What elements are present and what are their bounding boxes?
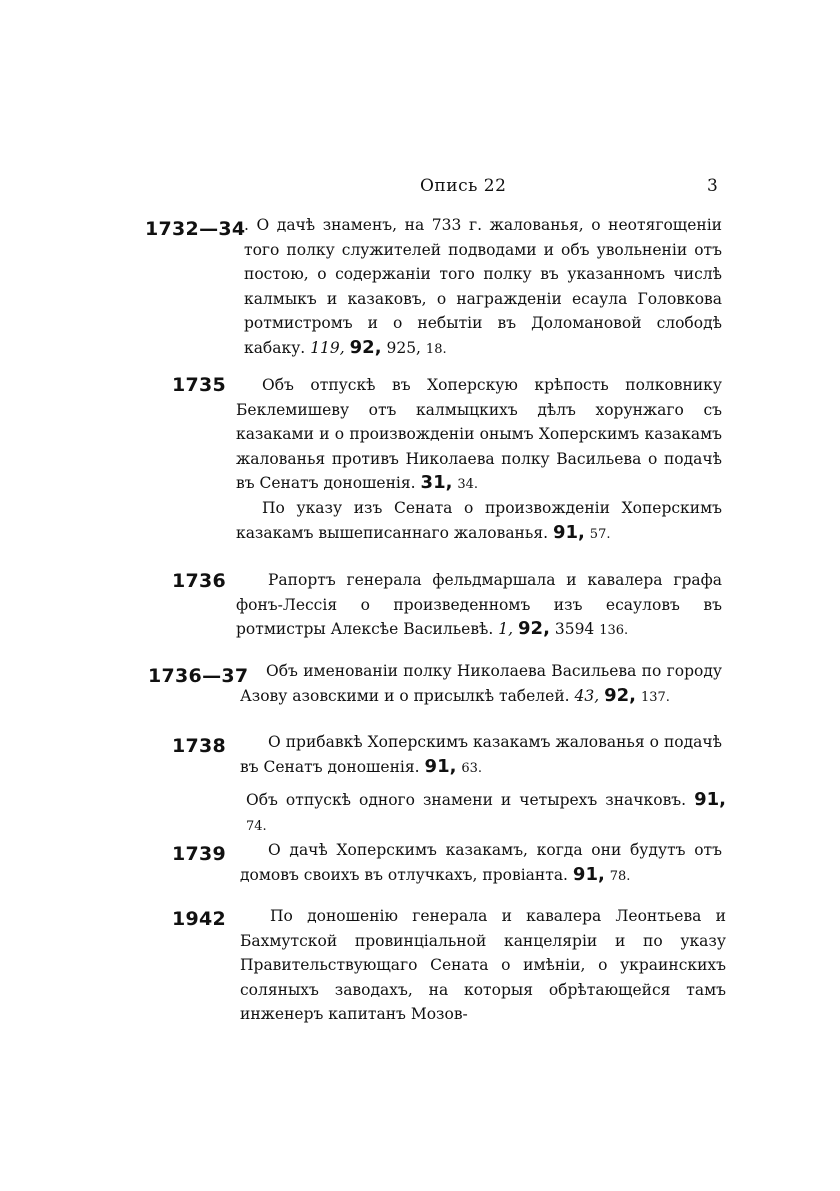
entry-text: Объ отпускѣ въ Хоперскую крѣпость полковнику Беклемишеву отъ калмыцкихъ дѣлъ хорунжаго съ казаками и о произвожденіи онымъ Хоперскимъ казакамъ жалованья противъ Николаева полку Васильева о подачѣ въ Сенатъ доношенія.	[236, 376, 722, 492]
entry-paragraph	[246, 788, 726, 839]
entry-text: Рапортъ генерала фельдмаршала и кавалера графа фонъ-Лессія о произведенномъ изъ есауловъ въ ротмистры Алексѣе Васильевѣ.	[236, 571, 722, 638]
reference-small: 136.	[599, 623, 629, 638]
page-number: 3	[707, 176, 718, 196]
entry-text: . О дачѣ знаменъ, на 733 г. жалованья, о неотягощеніи того полку служителей подводами и объ увольненіи отъ постою, о содержаніи того полку въ указанномъ числѣ калмыкъ и казаковъ, о награжденіи есаула Головкова ротмистромъ и о небытіи въ Доломановой слободѣ кабаку.	[244, 216, 722, 357]
reference-bold: 31,	[420, 472, 453, 493]
entry-paragraph	[240, 659, 722, 710]
reference-bold: 91,	[572, 863, 605, 885]
entry-year: 1736	[172, 570, 227, 592]
entry-year: 1739	[172, 843, 227, 865]
entry-paragraph	[240, 730, 722, 781]
entry-text: Объ именованіи полку Николаева Васильева по городу Азову азовскими и о присылкѣ табелей.	[240, 662, 722, 705]
reference-bold: 91,	[694, 789, 726, 810]
reference-italic: 119,	[310, 338, 345, 357]
entry-paragraph	[236, 373, 722, 498]
entry-paragraph	[244, 213, 722, 362]
reference-small: 57.	[589, 526, 611, 542]
reference-italic: 1,	[498, 620, 514, 638]
entry-text: О прибавкѣ Хоперскимъ казакамъ жалованья о подачѣ въ Сенатъ доношенія.	[240, 733, 722, 776]
entry-paragraph	[236, 496, 722, 547]
entry-text: Объ отпускѣ одного знамени и четырехъ значковъ.	[246, 791, 687, 809]
reference-plain: 925,	[386, 338, 421, 357]
reference-bold: 92,	[604, 684, 637, 706]
entry-paragraph	[236, 568, 722, 644]
entry-year: 1736—37	[148, 665, 249, 687]
reference-italic: 43,	[574, 686, 600, 705]
entry-year: 1735	[172, 374, 227, 396]
reference-small: 78.	[609, 868, 631, 884]
reference-bold: 92,	[518, 618, 550, 639]
reference-small: 137.	[640, 689, 670, 705]
reference-small: 34.	[457, 477, 479, 492]
reference-bold: 91,	[424, 755, 457, 777]
entry-paragraph	[240, 838, 722, 889]
entry-year: 1942	[172, 908, 227, 930]
reference-plain: 3594	[554, 620, 595, 638]
reference-small: 74.	[246, 818, 267, 834]
reference-small: 18.	[425, 341, 447, 357]
entry-year: 1738	[172, 735, 227, 757]
entry-year: 1732—34	[145, 218, 246, 240]
reference-small: 63.	[461, 760, 483, 776]
reference-bold: 92,	[349, 336, 382, 358]
entry-text: По указу изъ Сената о произвожденіи Хоперскимъ казакамъ вышеписаннаго жалованья.	[236, 499, 722, 542]
page-header-title: Опись 22	[420, 176, 507, 196]
entry-text: О дачѣ Хоперскимъ казакамъ, когда они будутъ отъ домовъ своихъ въ отлучкахъ, провіанта.	[240, 841, 722, 884]
reference-bold: 91,	[552, 521, 585, 543]
entry-paragraph	[240, 904, 726, 1027]
entry-text: По доношенію генерала и кавалера Леонтьева и Бахмутской провинціальной канцеляріи и по указу Правительствующаго Сената о имѣніи, о украинскихъ соляныхъ заводахъ, на которыя обрѣтающейся тамъ инженеръ капитанъ Мозов-	[240, 907, 726, 1023]
